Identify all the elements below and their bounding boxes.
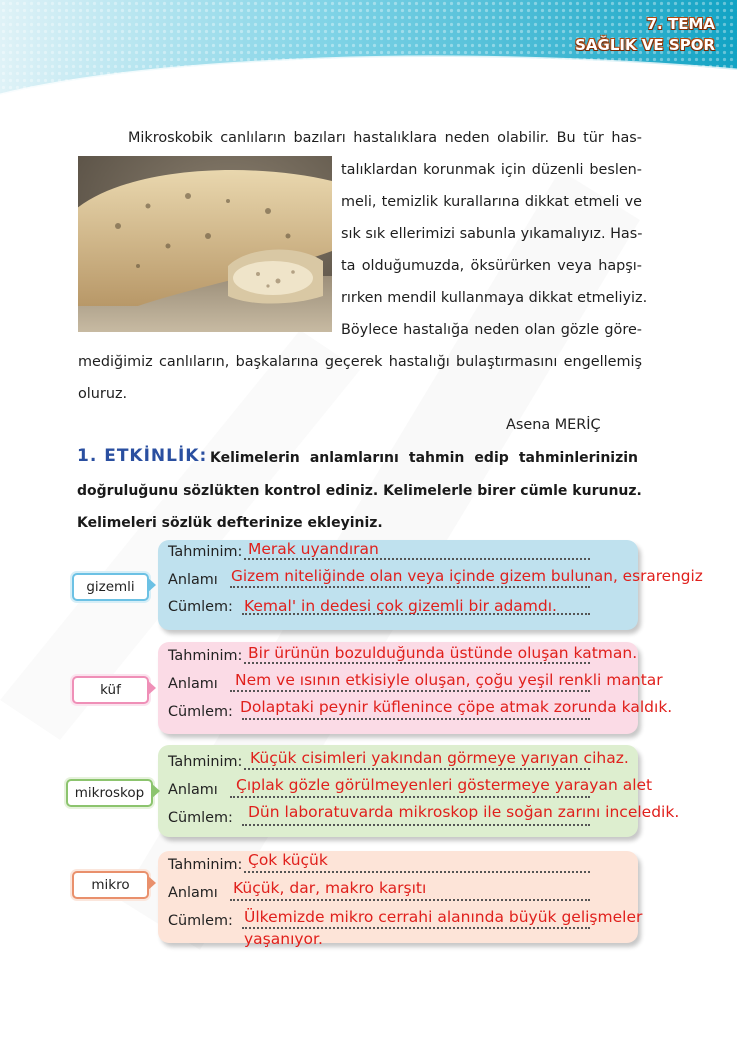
tag-pointer: [147, 680, 156, 696]
guess-label: Tahminim:: [168, 648, 243, 664]
meaning-answer: Gizem niteliğinde olan veya içinde gizem bulunan, esrarengiz: [231, 567, 703, 585]
instruction-line-1: Kelimelerin anlamlarını tahmin edip tahminlerinizin: [210, 450, 638, 466]
sentence-label: Cümlem:: [168, 599, 233, 615]
guess-answer: Küçük cisimleri yakından görmeye yarıyan cihaz.: [250, 749, 629, 767]
meaning-label: Anlamı: [168, 782, 218, 798]
sentence-answer: Dün laboratuvarda mikroskop ile soğan zarını inceledik.: [248, 803, 680, 821]
instruction-line-2: doğruluğunu sözlükten kontrol ediniz. Kelimelerle birer cümle kurunuz.: [77, 483, 642, 499]
meaning-answer: Nem ve ısının etkisiyle oluşan, çoğu yeşil renkli mantar: [235, 671, 663, 689]
sentence-answer: Ülkemizde mikro cerrahi alanında büyük gelişmeler: [244, 908, 643, 926]
passage-line-3: meli, temizlik kurallarına dikkat etmeli ve: [341, 194, 642, 210]
sentence-label: Cümlem:: [168, 704, 233, 720]
sentence-answer-continued: yaşanıyor.: [244, 930, 323, 948]
bread-photo: [78, 156, 332, 332]
word-tag-mikroskop: [66, 779, 153, 807]
passage-line-4: sık sık ellerimizi sabunla yıkamalıyız. Has-: [341, 226, 643, 242]
meaning-label: Anlamı: [168, 572, 218, 588]
guess-label: Tahminim:: [168, 754, 243, 770]
meaning-dotted-line: [230, 897, 590, 901]
theme-number: 7. TEMA: [646, 15, 715, 33]
word-tag-gizemli: [72, 573, 149, 601]
guess-label: Tahminim:: [168, 544, 243, 560]
word-tag-label: mikro: [91, 877, 130, 893]
sentence-answer: Dolaptaki peynir küflenince çöpe atmak zorunda kaldık.: [240, 698, 673, 716]
passage-line-1: Mikroskobik canlıların bazıları hastalıklara neden olabilir. Bu tür has-: [128, 130, 642, 146]
word-tag-label: küf: [100, 682, 121, 698]
passage-line-8: mediğimiz canlıların, başkalarına geçerek hastalığı bulaştırmasını engellemiş: [78, 354, 642, 370]
meaning-label: Anlamı: [168, 885, 218, 901]
activity-title: 1. ETKİNLİK:: [77, 446, 208, 466]
author-name: Asena MERİÇ: [506, 417, 601, 433]
passage-line-9: oluruz.: [78, 386, 128, 402]
word-tag-label: gizemli: [86, 579, 135, 595]
sentence-answer: Kemal' in dedesi çok gizemli bir adamdı.: [244, 597, 557, 615]
guess-dotted-line: [244, 869, 590, 873]
instruction-line-3: Kelimeleri sözlük defterinize ekleyiniz.: [77, 515, 383, 531]
passage-line-6: rırken mendil kullanmaya dikkat etmeliyiz.: [341, 290, 648, 306]
word-tag-kuf: [72, 676, 149, 704]
sentence-dotted-line: [242, 822, 590, 826]
meaning-answer: Küçük, dar, makro karşıtı: [233, 879, 427, 897]
guess-label: Tahminim:: [168, 857, 243, 873]
theme-name: SAĞLIK VE SPOR: [575, 36, 715, 54]
word-tag-mikro: [72, 871, 149, 899]
guess-answer: Çok küçük: [248, 851, 328, 869]
meaning-answer: Çıplak gözle görülmeyenleri göstermeye yarayan alet: [236, 776, 653, 794]
guess-answer: Bir ürünün bozulduğunda üstünde oluşan katman.: [248, 644, 638, 662]
word-tag-label: mikroskop: [74, 785, 145, 801]
tag-pointer: [151, 783, 160, 799]
passage-line-5: ta olduğumuzda, öksürürken veya hapşı-: [341, 258, 642, 274]
sentence-label: Cümlem:: [168, 913, 233, 929]
tag-pointer: [147, 577, 156, 593]
meaning-label: Anlamı: [168, 676, 218, 692]
passage-line-7: Böylece hastalığa neden olan gözle göre-: [341, 322, 642, 338]
sentence-dotted-line: [242, 716, 590, 720]
sentence-label: Cümlem:: [168, 810, 233, 826]
passage-line-2: talıklardan korunmak için düzenli beslen-: [341, 162, 642, 178]
tag-pointer: [147, 875, 156, 891]
guess-answer: Merak uyandıran: [248, 540, 379, 558]
meaning-dotted-line: [230, 794, 590, 798]
